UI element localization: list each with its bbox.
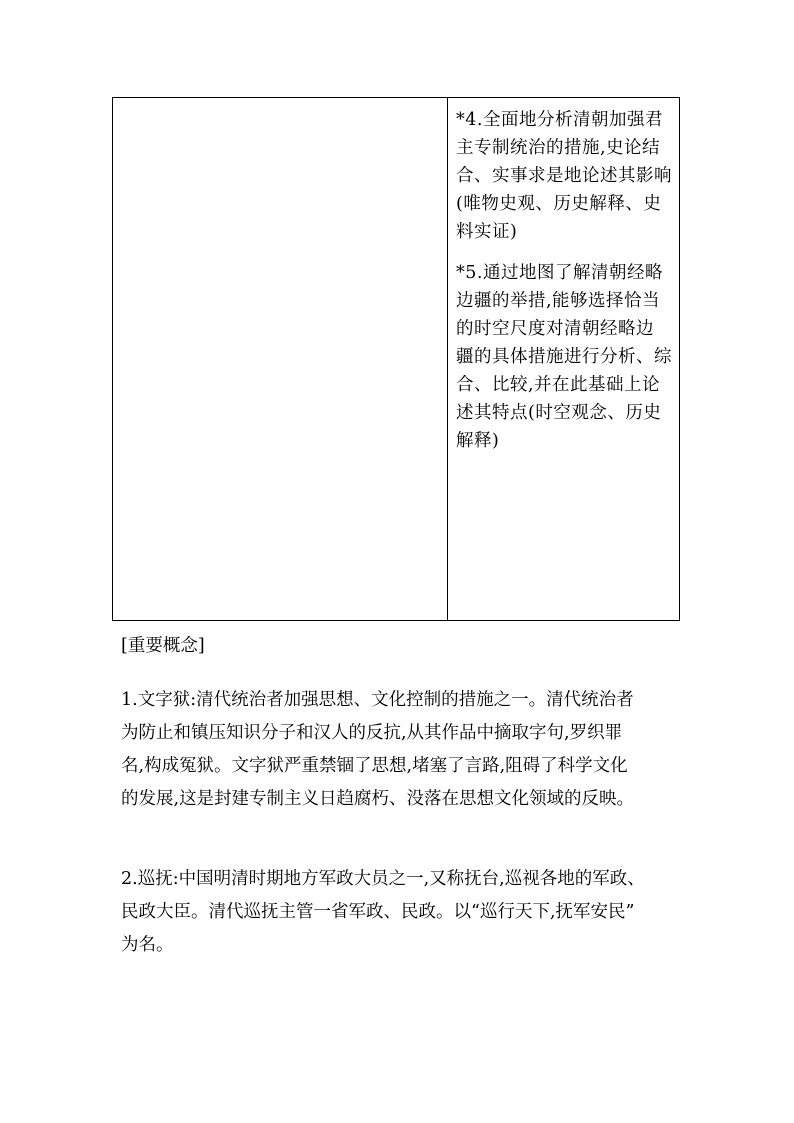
concept-paragraph-2: 2.巡抚:中国明清时期地方军政大员之一,又称抚台,巡视各地的军政、 民政大臣。清代巡抚主管一省军政、民政。以“巡行天下,抚军安民” 为名。 <box>121 869 645 955</box>
table-right-cell <box>448 98 679 620</box>
objective-item-4: *4.全面地分析清朝加强君 主专制统治的措施,史论结 合、实事求是地论述其影响 (唯物史观、历史解释、史 料实证) <box>456 110 672 242</box>
concept-paragraph-1: 1.文字狱:清代统治者加强思想、文化控制的措施之一。清代统治者 为防止和镇压知识分子和汉人的反抗,从其作品中摘取字句,罗织罪 名,构成冤狱。文字狱严重禁锢了思想,堵塞了言路,阻碍了科学文化 的发展,这是封建专制主义日趋腐朽、没落在思想文化领域的反映。 <box>121 690 635 809</box>
objective-item-5: *5.通过地图了解清朝经略 边疆的举措,能够选择恰当 的时空尺度对清朝经略边 疆的具体措施进行分析、综 合、比较,并在此基础上论 述其特点(时空观念、历史 解释) <box>456 263 672 451</box>
section-heading: [重要概念] <box>121 636 205 656</box>
objectives-table <box>112 97 680 621</box>
table-left-cell <box>113 98 448 620</box>
